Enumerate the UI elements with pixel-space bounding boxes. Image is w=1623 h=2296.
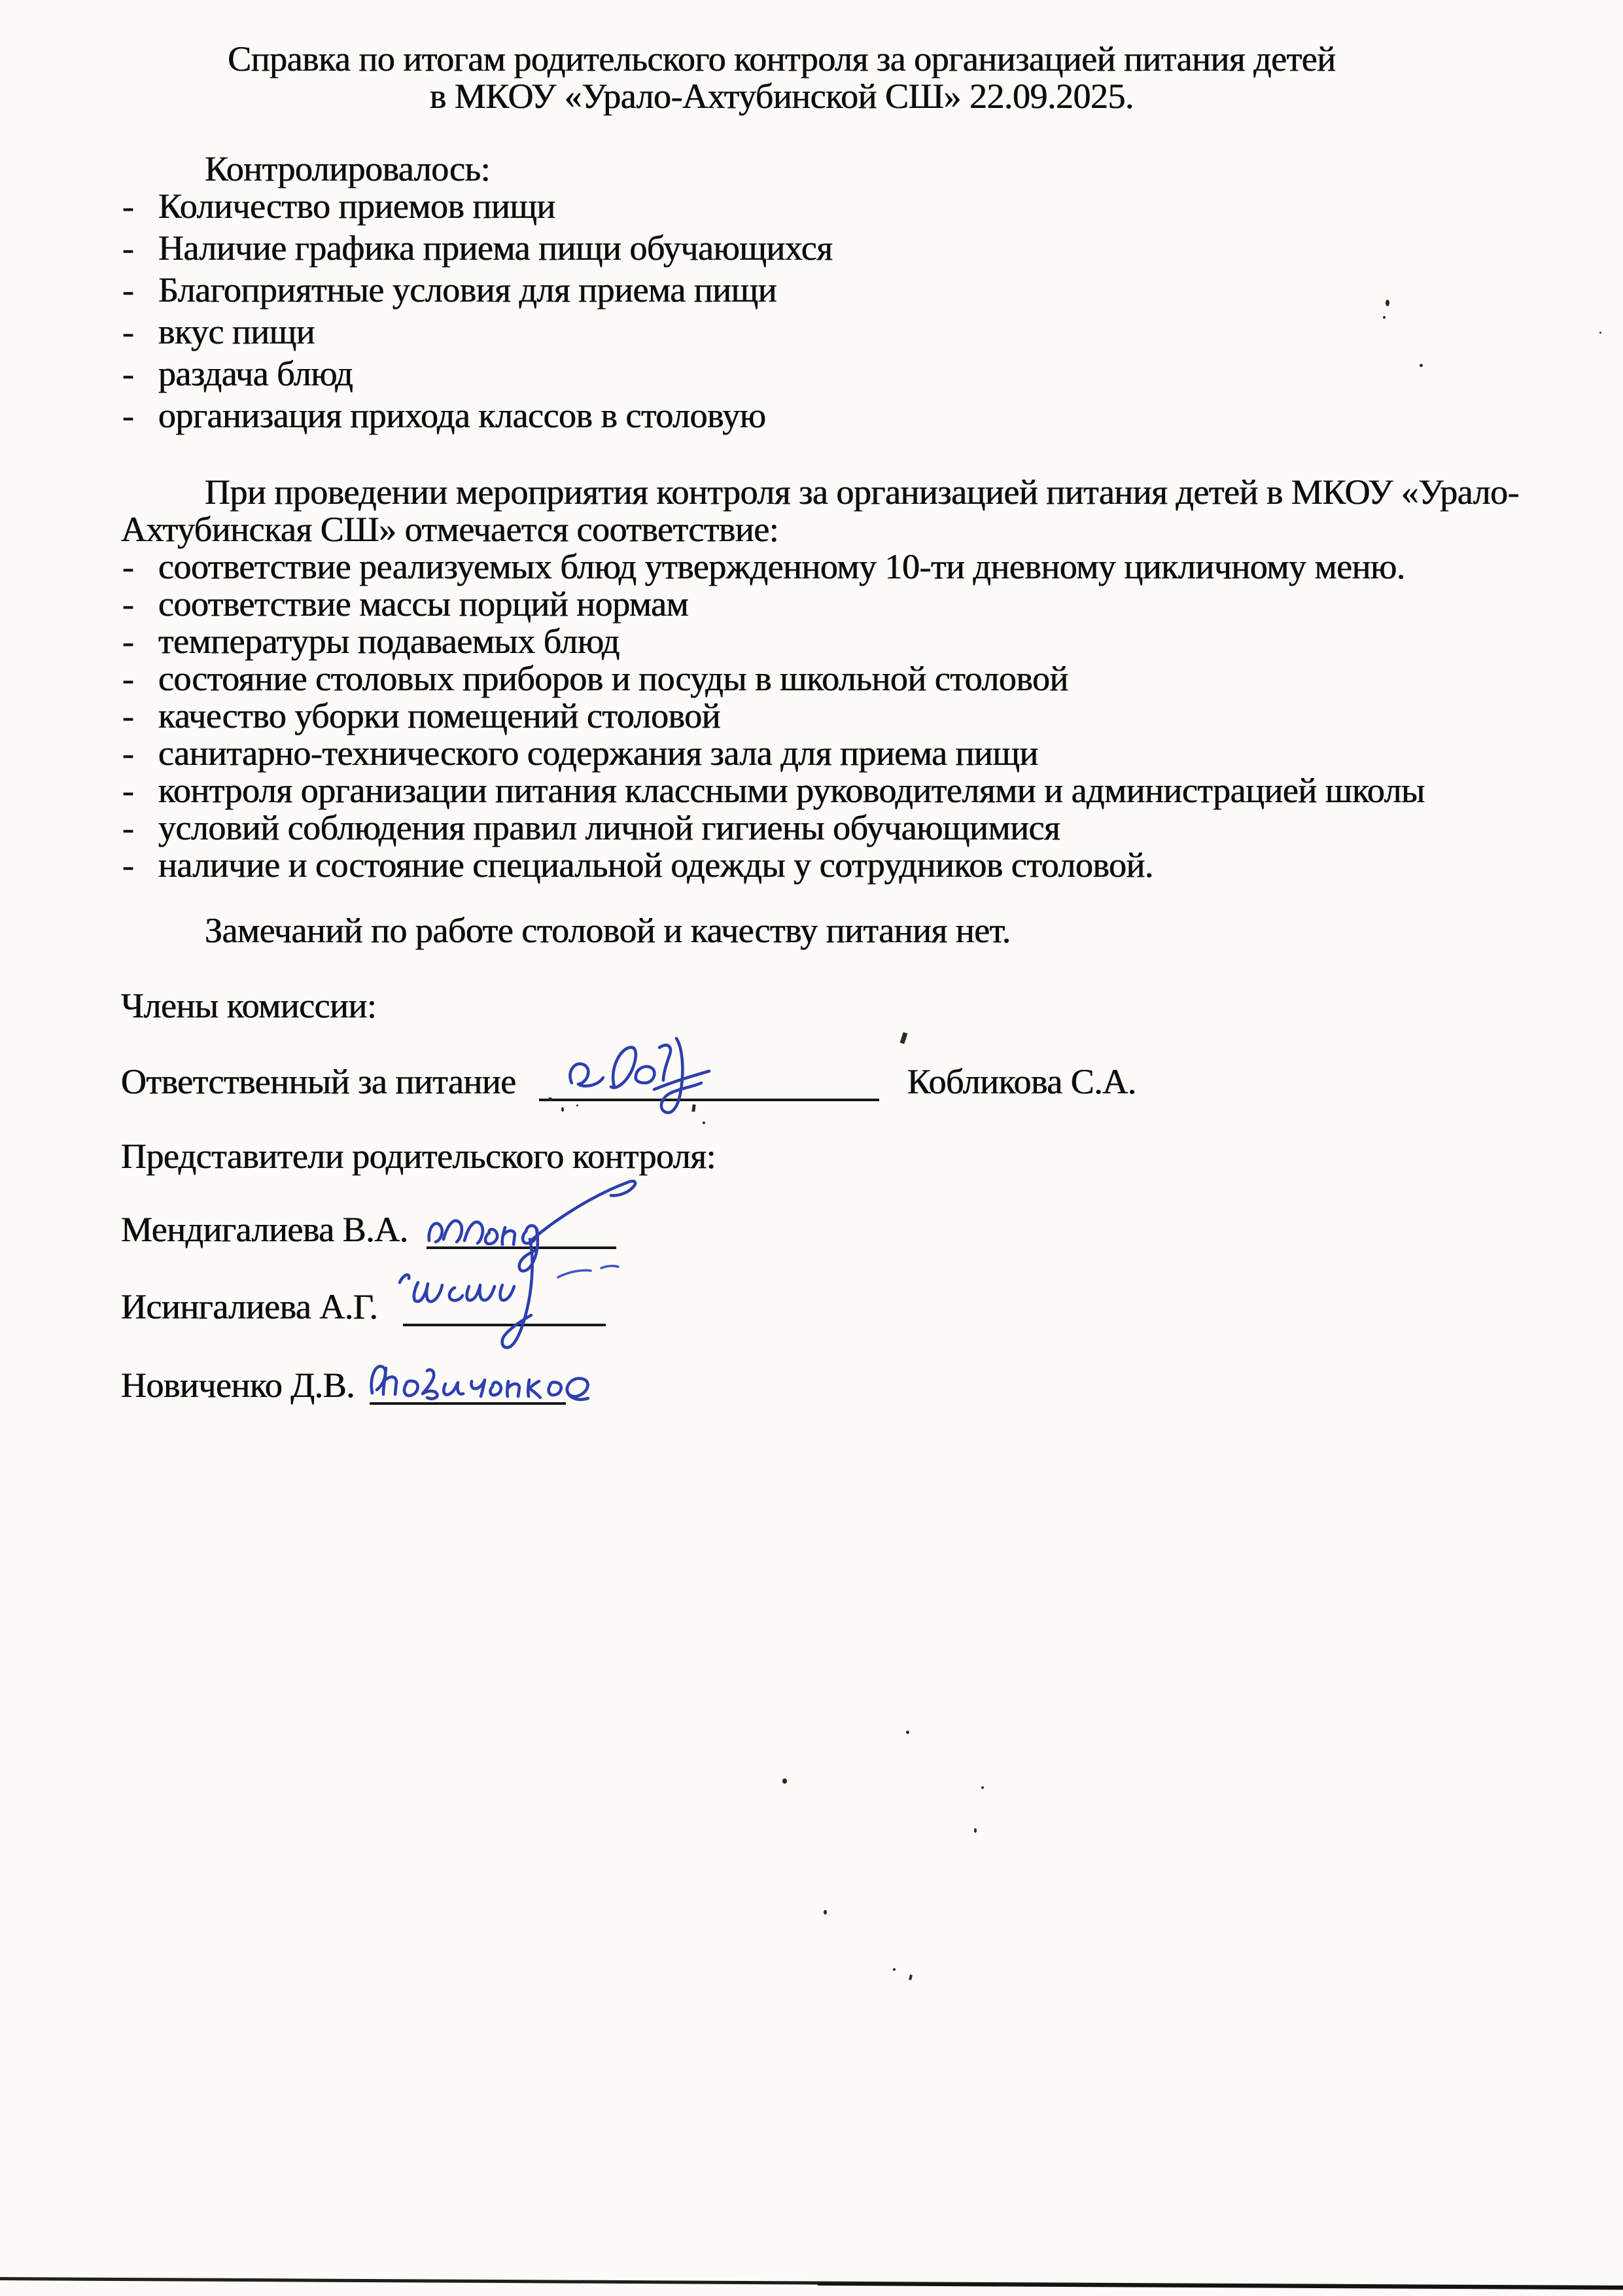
scan-speck [548,1097,552,1101]
list-item: - санитарно-технического содержания зала для приема пищи [121,735,1538,772]
representative-name: Новиченко Д.В. [121,1366,355,1405]
scan-speck [974,1828,977,1833]
list-item: - соответствие реализуемых блюд утвержденному 10-ти дневному цикличному меню. [121,548,1538,586]
list-item: - качество уборки помещений столовой [121,698,1538,735]
scan-speck [824,1910,827,1915]
responsible-label: Ответственный за питание [121,1062,516,1101]
list-item: - раздача блюд [121,355,1538,393]
controlled-list [121,188,1538,434]
list-item: - состояние столовых приборов и посуды в школьной столовой [121,660,1538,698]
signature-line [370,1402,566,1405]
list-item: - соответствие массы порций нормам [121,586,1538,623]
signature-novichenko-ink [367,1352,668,1411]
scan-speck [703,1122,705,1124]
scan-speck [782,1778,787,1784]
list-item: - Количество приемов пищи [121,188,1538,225]
signature-koblikova-ink [552,1010,748,1121]
commission-heading: Члены комиссии: [121,986,377,1025]
representatives-heading: Представители родительского контроля: [121,1137,716,1176]
list-item: - организация прихода классов в столовую [121,397,1538,434]
scan-speck [561,1107,564,1112]
signature-isingalieva-ink [393,1235,629,1356]
compliance-list [121,548,1538,884]
list-item: - контроля организации питания классными руководителями и администрацией школы [121,772,1538,809]
signature-row-mendigalieva [121,1211,1538,1248]
representative-name: Исингалиева А.Г. [121,1287,378,1326]
signature-row-responsible [121,1063,1538,1101]
scan-speck [900,1032,908,1044]
scan-speck [1420,364,1423,367]
controlled-heading: Контролировалось: [205,149,491,188]
representative-name: Мендигалиева В.А. [121,1210,408,1249]
list-item: - условий соблюдения правил личной гигиены обучающимися [121,809,1538,847]
list-item: - температуры подаваемых блюд [121,623,1538,660]
conclusion-text: Замечаний по работе столовой и качеству питания нет. [205,911,1011,950]
scan-speck [981,1786,984,1789]
scan-speck [909,1975,913,1981]
scan-speck [1383,316,1386,319]
scan-speck [1386,300,1389,306]
list-item: - вкус пищи [121,313,1538,351]
scan-speck [1599,332,1601,334]
document-title [121,41,1442,115]
signature-row-isingalieva [121,1288,1538,1326]
signature-line [539,1098,879,1101]
responsible-name: Кобликова С.А. [907,1062,1136,1101]
scan-speck [893,1968,896,1971]
scan-speck [576,1104,578,1106]
compliance-intro-paragraph: При проведении мероприятия контроля за организацией питания детей в МКОУ «Урало-Ахтубинская СШ» отмечается соответствие: [121,472,1520,549]
document-title-line2: в МКОУ «Урало-Ахтубинской СШ» 22.09.2025. [429,77,1134,116]
list-item: - Благоприятные условия для приема пищи [121,272,1538,309]
document-title-line1: Справка по итогам родительского контроля за организацией питания детей [228,39,1336,79]
list-item: - наличие и состояние специальной одежды у сотрудников столовой. [121,847,1538,884]
signature-row-novichenko [121,1367,1538,1404]
list-item: - Наличие графика приема пищи обучающихся [121,230,1538,267]
scan-speck [906,1731,909,1734]
signature-line [403,1323,606,1326]
